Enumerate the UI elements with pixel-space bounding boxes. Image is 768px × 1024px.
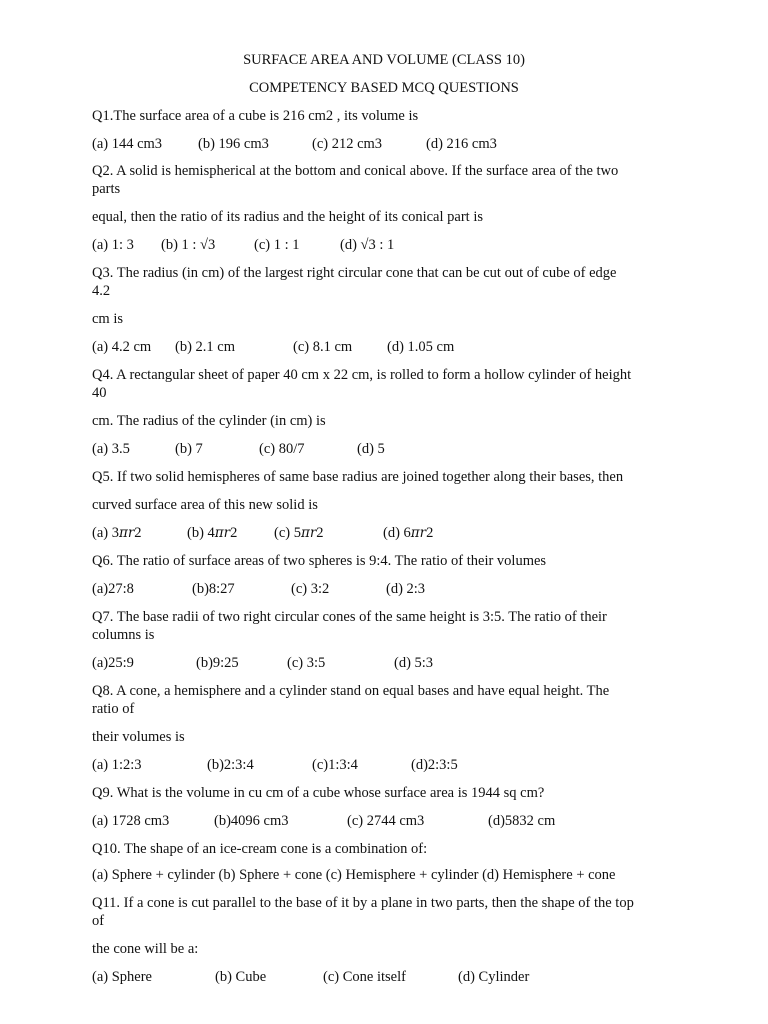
question-9: Q9. What is the volume in cu cm of a cube whose surface area is 1944 sq cm? <box>92 785 545 801</box>
q4-option-c: (c) 80/7 <box>259 441 305 457</box>
question-3-cont2: cm is <box>92 311 124 327</box>
page-title: SURFACE AREA AND VOLUME (CLASS 10) <box>243 52 525 68</box>
question-8-cont2: their volumes is <box>92 729 185 745</box>
q2-option-a: (a) 1: 3 <box>92 237 134 253</box>
q9-option-c: (c) 2744 cm3 <box>347 813 425 829</box>
q4-option-b: (b) 7 <box>175 441 203 457</box>
question-7-cont: columns is <box>92 627 155 643</box>
q2-option-b: (b) 1 : √3 <box>161 237 216 253</box>
q7-option-c: (c) 3:5 <box>287 655 326 671</box>
q3-option-c: (c) 8.1 cm <box>293 339 353 355</box>
question-2: Q2. A solid is hemispherical at the bottom and conical above. If the surface area of the two <box>92 163 619 179</box>
page-subtitle: COMPETENCY BASED MCQ QUESTIONS <box>249 80 519 96</box>
question-3-cont: 4.2 <box>92 283 111 299</box>
question-11-cont: of <box>92 913 105 929</box>
q5-option-a: (a) 3πr2 <box>92 525 142 541</box>
q7-option-d: (d) 5:3 <box>394 655 434 671</box>
q5-option-b: (b) 4πr2 <box>187 525 238 541</box>
q11-option-c: (c) Cone itself <box>323 969 406 985</box>
q3-option-b: (b) 2.1 cm <box>175 339 235 355</box>
q2-option-d: (d) √3 : 1 <box>340 237 395 253</box>
q3-option-d: (d) 1.05 cm <box>387 339 455 355</box>
q6-option-a: (a)27:8 <box>92 581 134 597</box>
q3-option-a: (a) 4.2 cm <box>92 339 152 355</box>
question-6: Q6. The ratio of surface areas of two spheres is 9:4. The ratio of their volumes <box>92 553 547 569</box>
question-10: Q10. The shape of an ice-cream cone is a combination of: <box>92 841 428 857</box>
question-11: Q11. If a cone is cut parallel to the base of it by a plane in two parts, then the shape of the top <box>92 895 634 911</box>
q10-options: (a) Sphere + cylinder (b) Sphere + cone (c) Hemisphere + cylinder (d) Hemisphere + cone <box>92 867 616 883</box>
q9-option-d: (d)5832 cm <box>488 813 556 829</box>
q8-option-c: (c)1:3:4 <box>312 757 358 773</box>
q9-option-b: (b)4096 cm3 <box>214 813 289 829</box>
q11-option-a: (a) Sphere <box>92 969 152 985</box>
q11-option-b: (b) Cube <box>215 969 267 985</box>
question-4: Q4. A rectangular sheet of paper 40 cm x 22 cm, is rolled to form a hollow cylinder of height <box>92 367 632 383</box>
question-8-cont: ratio of <box>92 701 135 717</box>
question-5-cont: curved surface area of this new solid is <box>92 497 318 513</box>
question-7: Q7. The base radii of two right circular cones of the same height is 3:5. The ratio of their <box>92 609 607 625</box>
q6-option-c: (c) 3:2 <box>291 581 330 597</box>
q4-option-d: (d) 5 <box>357 441 385 457</box>
q7-option-b: (b)9:25 <box>196 655 239 671</box>
question-4-cont2: cm. The radius of the cylinder (in cm) is <box>92 413 326 429</box>
q7-option-a: (a)25:9 <box>92 655 134 671</box>
q8-option-b: (b)2:3:4 <box>207 757 254 773</box>
question-5: Q5. If two solid hemispheres of same base radius are joined together along their bases, then <box>92 469 624 485</box>
q8-option-d: (d)2:3:5 <box>411 757 458 773</box>
q2-option-c: (c) 1 : 1 <box>254 237 300 253</box>
q5-option-c: (c) 5πr2 <box>274 525 324 541</box>
q6-option-b: (b)8:27 <box>192 581 235 597</box>
q1-option-a: (a) 144 cm3 <box>92 136 163 152</box>
q1-option-b: (b) 196 cm3 <box>198 136 269 152</box>
q5-option-d: (d) 6πr2 <box>383 525 434 541</box>
q1-option-c: (c) 212 cm3 <box>312 136 383 152</box>
question-3: Q3. The radius (in cm) of the largest right circular cone that can be cut out of cube of edge <box>92 265 617 281</box>
question-2-cont2: equal, then the ratio of its radius and the height of its conical part is <box>92 209 483 225</box>
question-2-cont: parts <box>92 181 121 197</box>
q9-option-a: (a) 1728 cm3 <box>92 813 170 829</box>
question-8: Q8. A cone, a hemisphere and a cylinder stand on equal bases and have equal height. The <box>92 683 610 699</box>
q6-option-d: (d) 2:3 <box>386 581 426 597</box>
question-1: Q1.The surface area of a cube is 216 cm2 , its volume is <box>92 108 419 124</box>
q11-option-d: (d) Cylinder <box>458 969 530 985</box>
q8-option-a: (a) 1:2:3 <box>92 757 142 773</box>
q4-option-a: (a) 3.5 <box>92 441 130 457</box>
question-11-cont2: the cone will be a: <box>92 941 199 957</box>
question-4-cont: 40 <box>92 385 107 401</box>
q1-option-d: (d) 216 cm3 <box>426 136 497 152</box>
